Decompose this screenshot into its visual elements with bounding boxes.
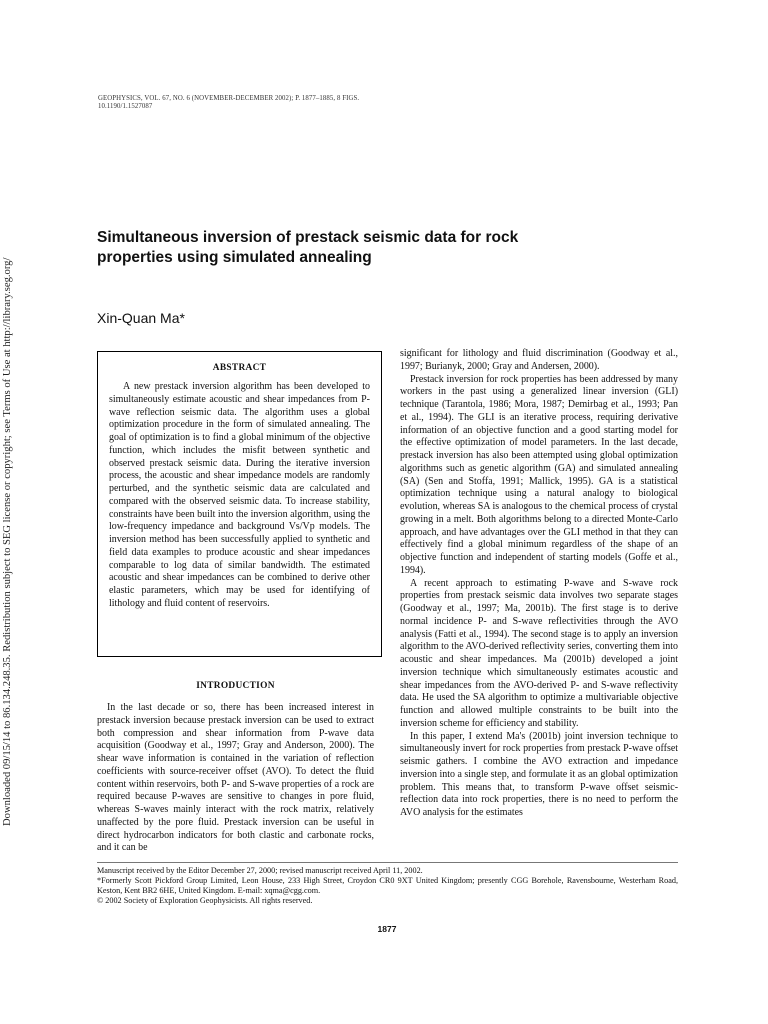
left-column [97, 702, 374, 855]
introduction-paragraph-1: In the last decade or so, there has been increased interest in prestack inversion because prestack inversion can be used to extract both compression and shear information from P-wave data acquisition (Goodway et al., 1997; Gray and Anderson, 2000). The shear wave information is contained in the variation of reflection coefficients with source-receiver offset (AVO). To detect the fluid content within reservoirs, both P- and S-wave properties of a rock are required because P-waves are sensitive to changes in pore fluid, whereas S-waves mainly interact with the rock matrix, relatively unaffected by the pore fluid. Prestack inversion can be useful in direct hydrocarbon indicators for both clastic and carbonate rocks, and it can be [97, 702, 374, 854]
journal-header [98, 95, 359, 111]
introduction-heading: INTRODUCTION [196, 681, 275, 691]
page-number: 1877 [377, 924, 397, 934]
right-paragraph-3: In this paper, I extend Ma's (2001b) joint inversion technique to simultaneously invert for rock properties from prestack P-wave offset seismic gathers. I combine the AVO extraction and impedance inversion into a single step, and formulate it as an global optimization problem. This means that, to transform P-wave offset seismic-reflection data into rock properties, there is no need to perform the AVO analysis for the estimates [400, 730, 678, 818]
footnotes [97, 866, 678, 906]
journal-citation: GEOPHYSICS, VOL. 67, NO. 6 (NOVEMBER-DECEMBER 2002); P. 1877–1885, 8 FIGS. [98, 95, 360, 102]
paper-title-line-2: properties using simulated annealing [97, 249, 372, 266]
footnote-affiliation: *Formerly Scott Pickford Group Limited, Leon House, 233 High Street, Croydon CR0 9XT United Kingdom; presently CGG Borehole, Ravensbourne, Westerham Road, Keston, Kent BR2 6HE, United Kingdom. E-mail: xqma@cgg.com. [97, 876, 678, 895]
author-name: Xin-Quan Ma* [97, 310, 185, 326]
right-paragraph-continued: significant for lithology and fluid discrimination (Goodway et al., 1997; Burianyk, 2000; Gray and Andersen, 2000). [400, 348, 678, 372]
footnote-received: Manuscript received by the Editor December 27, 2000; revised manuscript received April 11, 2002. [97, 866, 423, 875]
journal-doi: 10.1190/1.1527087 [98, 103, 153, 110]
right-paragraph-1: Prestack inversion for rock properties has been addressed by many workers in the past using a generalized linear inversion (GLI) technique (Tarantola, 1986; Mora, 1987; Demirbag et al., 1993; Pan et al., 1994). The GLI is an iterative process, requiring derivative information of an objective function and a good starting model for the effective optimization of model parameters. In the last decade, prestack inversion has also been attempted using global optimization algorithms such as genetic algorithm (GA) and simulated annealing (SA) (Sen and Stoffa, 1991; Mallick, 1995). GA is a statistical optimization technique using a natural analogy to biological evolution, whereas SA is analogous to the chemical process of crystal growing in a melt. Both algorithms belong to a directed Monte-Carlo approach, and have advantages over the GLI method in that they can effectively find a global minimum regardless of the shape of an objective function and independent of starting models (Goffe et al., 1994). [400, 373, 678, 576]
paper-title [97, 228, 657, 268]
footnote-copyright: © 2002 Society of Exploration Geophysicists. All rights reserved. [97, 896, 313, 905]
right-paragraph-2: A recent approach to estimating P-wave and S-wave rock properties from prestack seismic data involves two separate stages (Goodway et al., 1997; Ma, 2001b). The first stage is to derive normal incidence P- and S-wave reflectivities through the AVO analysis (Fatti et al., 1994). The second stage is to apply an inversion algorithm to the AVO-derived reflectivity series, converting them into acoustic and shear impedances. Ma (2001b) developed a joint inversion technique which simultaneously estimates acoustic and shear impedances from the AVO-derived P- and S-wave reflectivity data. He used the SA algorithm to optimize a multivariable objective function and allowed multiple constraints to be built into the inversion scheme for efficiency and stability. [400, 577, 678, 729]
footnote-divider [97, 862, 678, 863]
abstract-box [97, 351, 382, 657]
right-column [400, 348, 678, 820]
paper-title-line-1: Simultaneous inversion of prestack seismic data for rock [97, 229, 519, 246]
download-notice-text: Downloaded 09/15/14 to 86.134.248.35. Redistribution subject to SEG license or copyright; see Terms of Use at http://library.seg.org/ [2, 257, 13, 826]
abstract-heading: ABSTRACT [212, 363, 267, 373]
abstract-text: A new prestack inversion algorithm has been developed to simultaneously estimate acoustic and shear impedances from P-wave reflection seismic data. The algorithm uses a global optimization procedure in the form of simulated annealing. The goal of optimization is to find a global minimum of the objective function, which includes the misfit between synthetic and observed prestack seismic data. During the iterative inversion process, the acoustic and shear impedance models are randomly perturbed, and the synthetic seismic data are calculated and compared with the observed seismic data. To increase stability, constraints have been built into the inversion algorithm, using the low-frequency impedance and background Vs/Vp models. The inversion method has been successfully applied to synthetic and field data examples to produce acoustic and shear impedances comparable to log data of similar bandwidth. The estimated acoustic and shear impedances can be combined to derive other elastic parameters, which may be used for identifying of lithology and fluid content of reservoirs. [109, 381, 370, 609]
download-notice [2, 186, 16, 826]
